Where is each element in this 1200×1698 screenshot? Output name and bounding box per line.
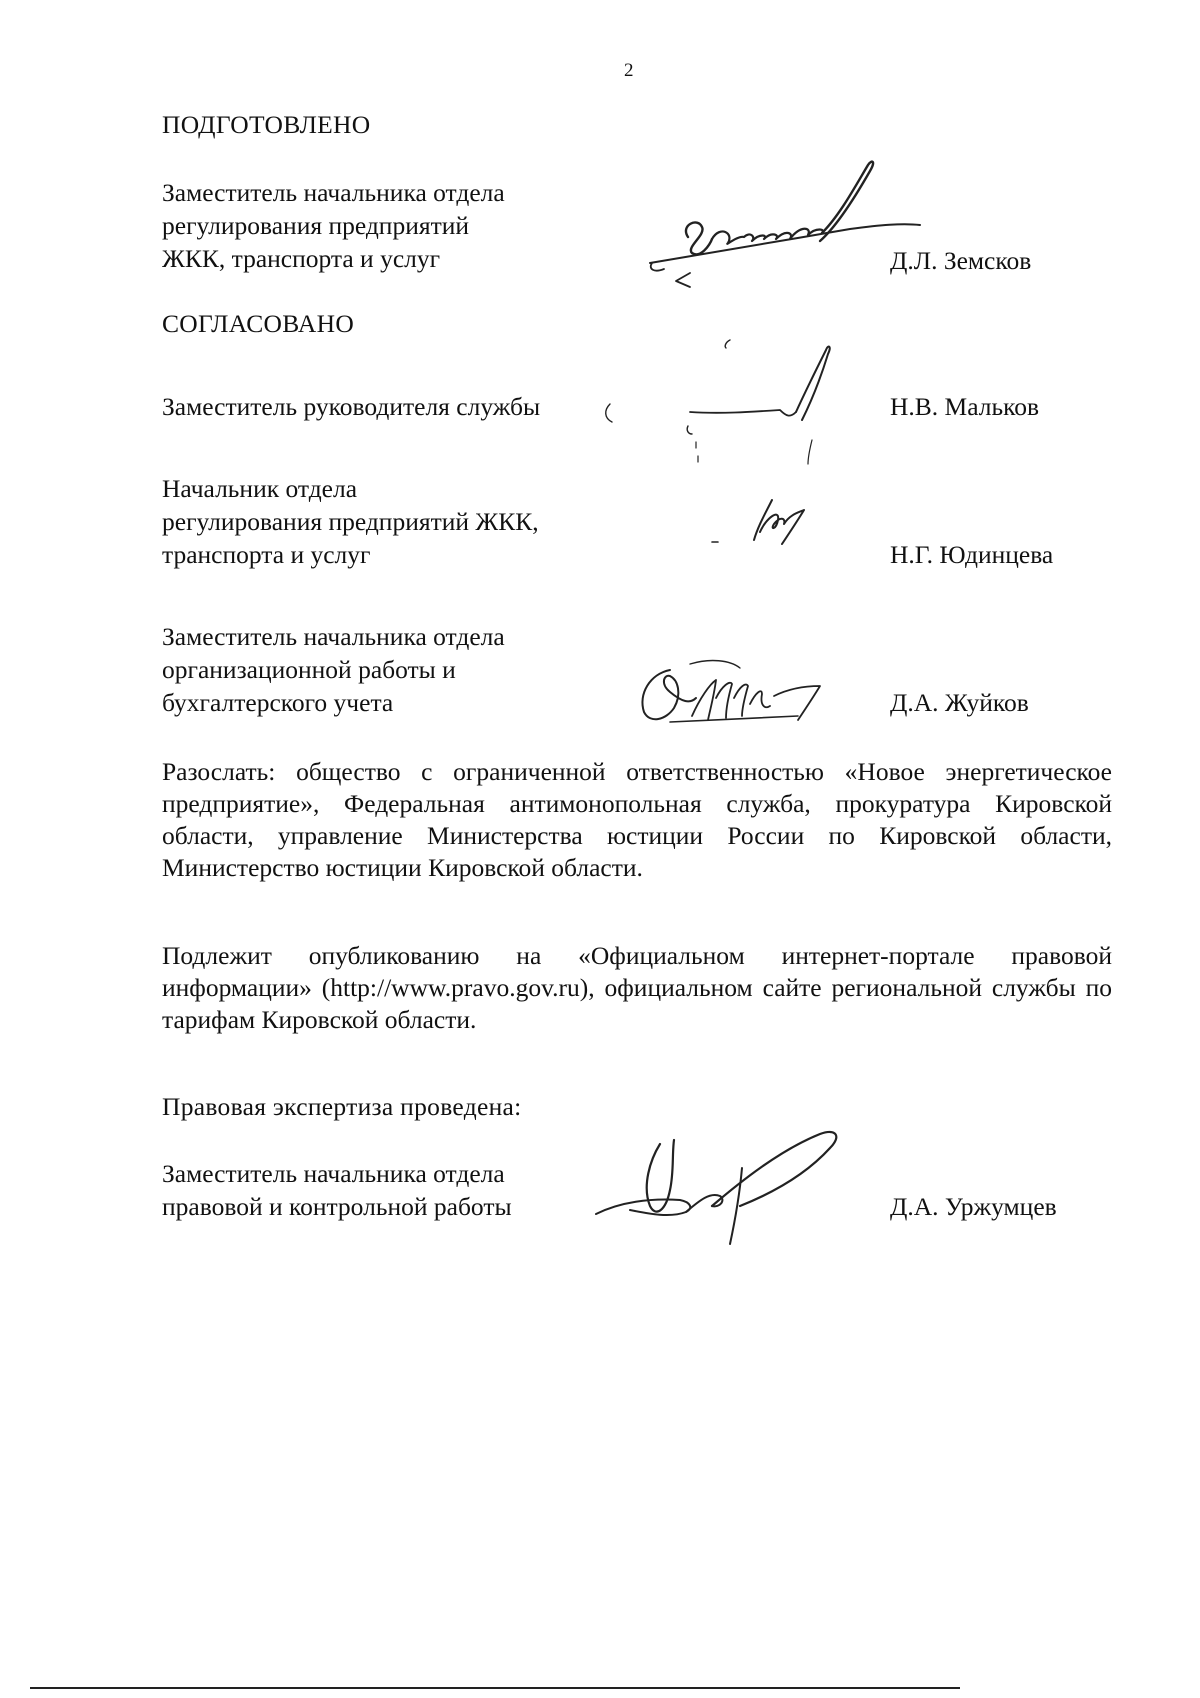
- signature-urzhumtsev: [590, 1120, 870, 1250]
- legal-review-heading: Правовая экспертиза проведена:: [162, 1092, 522, 1121]
- agreed-signer-name: Н.В. Мальков: [890, 392, 1040, 421]
- page-number: 2: [624, 60, 634, 81]
- agreed-signer-position: [162, 390, 612, 423]
- prepared-heading: ПОДГОТОВЛЕНО: [162, 110, 371, 139]
- signature-yudintseva: [700, 490, 850, 570]
- position-line: Заместитель руководителя службы: [162, 392, 541, 421]
- agreed-signer-position: [162, 620, 612, 719]
- position-line: бухгалтерского учета: [162, 688, 394, 717]
- position-line: организационной работы и: [162, 655, 456, 684]
- agreed-heading: СОГЛАСОВАНО: [162, 309, 355, 338]
- distribution-paragraph: Разослать: общество с ограниченной ответственностью «Новое энергетическое предприятие», Федеральная антимонопольная служба, прокуратура Кировской области, управление Министерства юстиции России по Кировской области, Министерство юстиции Кировской области.: [162, 757, 1112, 882]
- signature-malkov: [590, 330, 890, 480]
- agreed-signer-name: Н.Г. Юдинцева: [890, 540, 1054, 569]
- agreed-signer-name: Д.А. Жуйков: [890, 688, 1029, 717]
- position-line: Заместитель начальника отдела: [162, 1159, 505, 1188]
- position-line: правовой и контрольной работы: [162, 1192, 512, 1221]
- legal-review-position: [162, 1157, 612, 1223]
- prepared-position: [162, 176, 612, 275]
- legal-review-signer-name: Д.А. Уржумцев: [890, 1192, 1057, 1221]
- publication-paragraph: Подлежит опубликованию на «Официальном интернет-портале правовой информации» (http://www.pravo.gov.ru), официальном сайте региональной службы по тарифам Кировской области.: [162, 941, 1112, 1034]
- position-line: Начальник отдела: [162, 474, 358, 503]
- signature-zemskov: [640, 155, 940, 305]
- position-line: Заместитель начальника отдела: [162, 622, 505, 651]
- bottom-edge-line: [30, 1687, 960, 1689]
- position-line: транспорта и услуг: [162, 540, 371, 569]
- agreed-signer-position: [162, 472, 612, 571]
- position-line: регулирования предприятий: [162, 211, 470, 240]
- prepared-signer-name: Д.Л. Земсков: [890, 246, 1032, 275]
- signature-zhuikov: [630, 650, 870, 740]
- position-line: ЖКК, транспорта и услуг: [162, 244, 441, 273]
- position-line: регулирования предприятий ЖКК,: [162, 507, 539, 536]
- position-line: Заместитель начальника отдела: [162, 178, 505, 207]
